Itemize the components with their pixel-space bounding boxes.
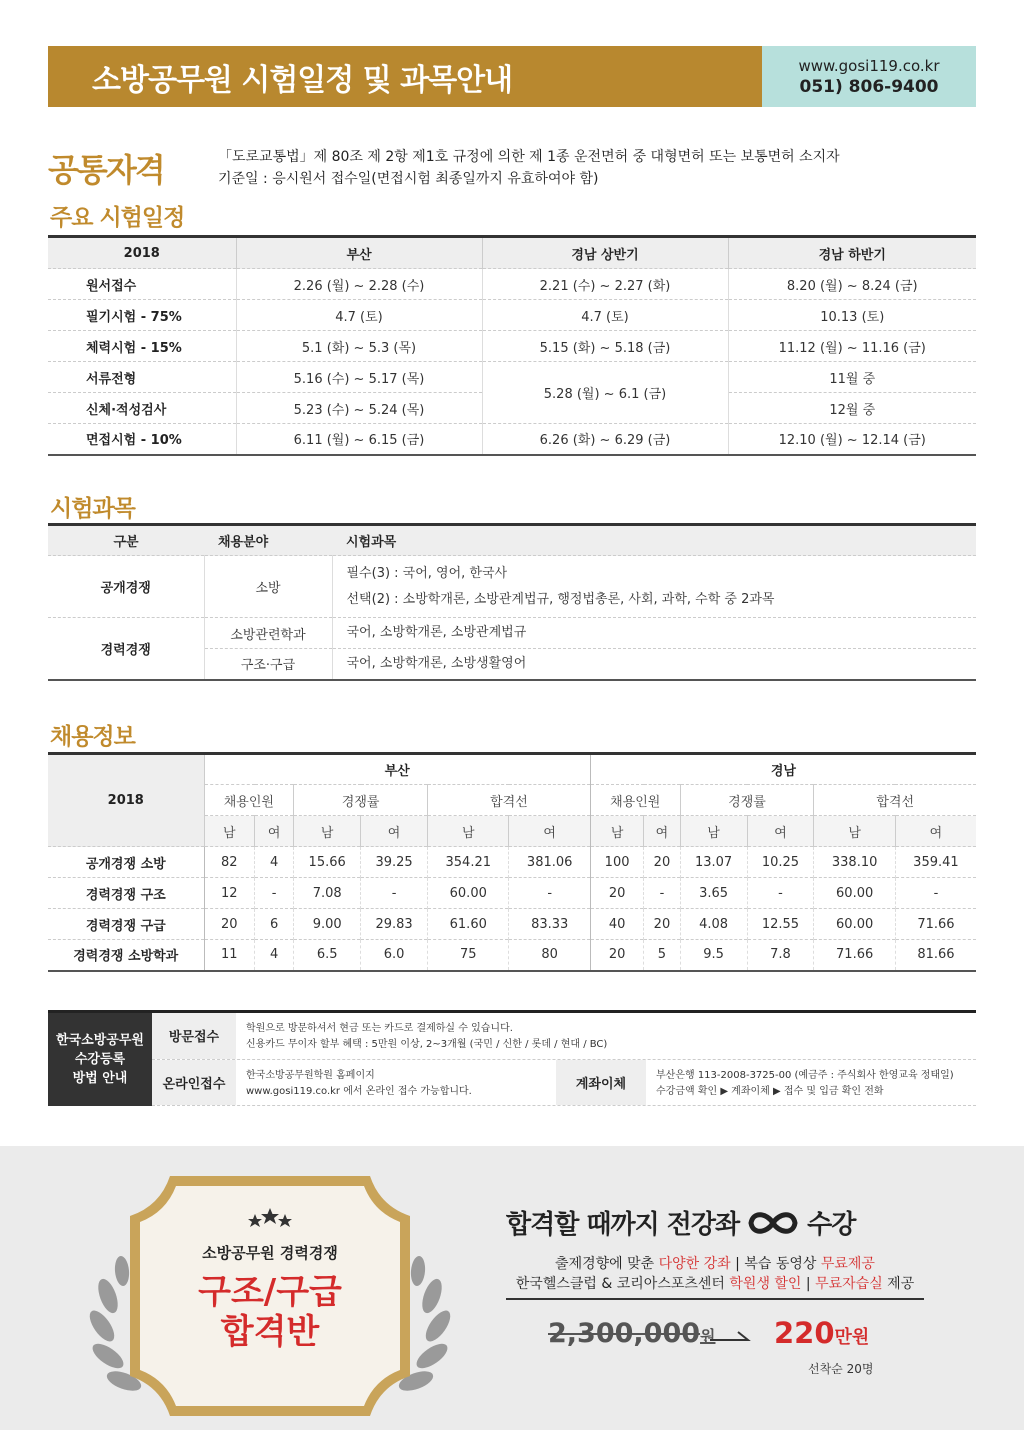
cell: 8.20 (월) ~ 8.24 (금) — [728, 269, 976, 300]
cell: 71.66 — [895, 909, 976, 940]
registration-title-line: 방법 안내 — [72, 1071, 128, 1086]
old-price — [548, 1318, 716, 1349]
cell: 소방관련학과 — [204, 618, 332, 649]
cell: 소방 — [204, 556, 332, 618]
cell: 20 — [590, 940, 643, 971]
cell: - — [255, 878, 294, 909]
benefit-text: 한국헬스클럽 & 코리아스포츠센터 — [515, 1276, 730, 1292]
hiring-table — [48, 752, 976, 972]
row-label: 신체·적성검사 — [48, 393, 236, 424]
cell: 6.11 (월) ~ 6.15 (금) — [236, 424, 482, 455]
arrow-icon — [708, 1328, 760, 1352]
gender-header: 여 — [255, 816, 294, 847]
gender-header: 남 — [590, 816, 643, 847]
course-badge — [80, 1176, 460, 1416]
phone-number[interactable]: 051) 806-9400 — [799, 76, 939, 97]
cell: 60.00 — [814, 909, 895, 940]
gender-header: 남 — [428, 816, 509, 847]
infinity-icon — [745, 1206, 801, 1240]
cell: - — [361, 878, 428, 909]
cell: 5.1 (화) ~ 5.3 (목) — [236, 331, 482, 362]
online-text — [236, 1060, 556, 1106]
qualification-line2: 기준일 : 응시원서 접수일(면접시험 최종일까지 유효하여야 함) — [218, 171, 599, 187]
schedule-title: 주요 시험일정 — [50, 205, 185, 231]
registration-box — [48, 1010, 976, 1106]
subjects-header-subjects: 시험과목 — [332, 525, 976, 556]
cell: 7.8 — [747, 940, 814, 971]
hiring-header-year: 2018 — [48, 754, 204, 847]
cell: - — [747, 878, 814, 909]
visit-line: 신용카드 무이자 할부 혜택 : 5만원 이상, 2~3개월 (국민 / 신한 / 롯데 / 현대 / BC) — [246, 1039, 608, 1050]
cell: 12.55 — [747, 909, 814, 940]
gender-header: 남 — [814, 816, 895, 847]
cell: 40 — [590, 909, 643, 940]
row-label: 경력경쟁 소방학과 — [48, 940, 204, 971]
cell: 10.25 — [747, 847, 814, 878]
subject-line: 선택(2) : 소방학개론, 소방관계법규, 행정법총론, 사회, 과학, 수학 중 2과목 — [346, 591, 775, 607]
promo-benefits — [506, 1254, 924, 1294]
qualification-text — [218, 146, 840, 190]
table-row — [48, 556, 976, 618]
hiring-header-gyeongnam: 경남 — [590, 754, 976, 785]
cell: 5.15 (화) ~ 5.18 (금) — [482, 331, 728, 362]
cell: 39.25 — [361, 847, 428, 878]
online-label: 온라인접수 — [152, 1060, 236, 1106]
new-price — [774, 1316, 869, 1350]
row-label: 서류전형 — [48, 362, 236, 393]
cell: 5 — [644, 940, 680, 971]
cell: 4.08 — [680, 909, 747, 940]
gender-header: 여 — [361, 816, 428, 847]
new-price-value: 220 — [774, 1316, 835, 1350]
group-header: 채용인원 — [590, 785, 680, 816]
cell: 6.5 — [294, 940, 361, 971]
group-header: 경쟁률 — [680, 785, 814, 816]
subjects-table — [48, 523, 976, 681]
cell: 20 — [204, 909, 255, 940]
benefit-text: | 복습 동영상 — [730, 1256, 821, 1272]
cell: 4 — [255, 940, 294, 971]
row-label: 공개경쟁 소방 — [48, 847, 204, 878]
registration-title-line: 수강등록 — [74, 1052, 126, 1067]
cell: 82 — [204, 847, 255, 878]
cell: 15.66 — [294, 847, 361, 878]
website-link[interactable]: www.gosi119.co.kr — [798, 56, 940, 75]
cell: 75 — [428, 940, 509, 971]
cell: 4.7 (토) — [482, 300, 728, 331]
cell: 9.5 — [680, 940, 747, 971]
cell: - — [644, 878, 680, 909]
cell: 4.7 (토) — [236, 300, 482, 331]
cell: 13.07 — [680, 847, 747, 878]
schedule-header-gn1: 경남 상반기 — [482, 237, 728, 269]
cell — [332, 556, 976, 618]
row-label: 원서접수 — [48, 269, 236, 300]
subjects-header-type: 구분 — [48, 525, 204, 556]
qualification-title: 공통자격 — [48, 151, 164, 189]
benefit-highlight: 학원생 할인 — [729, 1276, 802, 1292]
cell: 100 — [590, 847, 643, 878]
cell: 60.00 — [814, 878, 895, 909]
cell: 국어, 소방학개론, 소방관계법규 — [332, 618, 976, 649]
gender-header: 여 — [509, 816, 590, 847]
cell: 2.21 (수) ~ 2.27 (화) — [482, 269, 728, 300]
cell: - — [895, 878, 976, 909]
cell: 12.10 (월) ~ 12.14 (금) — [728, 424, 976, 455]
gender-header: 남 — [294, 816, 361, 847]
online-line: 한국소방공무원학원 홈페이지 — [246, 1069, 375, 1081]
bank-label: 계좌이체 — [556, 1060, 646, 1106]
new-price-unit: 만원 — [834, 1327, 870, 1348]
limit-note: 선착순 20명 — [808, 1362, 874, 1376]
online-line[interactable]: www.gosi119.co.kr 에서 온라인 접수 가능합니다. — [246, 1085, 472, 1097]
benefit-highlight: 무료자습실 — [815, 1276, 883, 1292]
cell: 7.08 — [294, 878, 361, 909]
benefit-text: | — [801, 1276, 816, 1292]
table-row — [48, 878, 976, 909]
cell: 71.66 — [814, 940, 895, 971]
cell: - — [509, 878, 590, 909]
cell: 11.12 (월) ~ 11.16 (금) — [728, 331, 976, 362]
cell: 12월 중 — [728, 393, 976, 424]
cell: 60.00 — [428, 878, 509, 909]
table-row — [48, 847, 976, 878]
subjects-title: 시험과목 — [50, 496, 135, 522]
benefit-text: 출제경향에 맞춘 — [555, 1256, 659, 1272]
cell: 20 — [644, 909, 680, 940]
table-row — [48, 618, 976, 649]
group-header: 경쟁률 — [294, 785, 428, 816]
group-header: 채용인원 — [204, 785, 294, 816]
cell: 11월 중 — [728, 362, 976, 393]
hiring-title: 채용정보 — [50, 724, 135, 750]
cell: 338.10 — [814, 847, 895, 878]
cell: 12 — [204, 878, 255, 909]
promo-title-text: 합격할 때까지 전강좌 — [506, 1210, 740, 1240]
gender-header: 여 — [747, 816, 814, 847]
cell: 6 — [255, 909, 294, 940]
cell: 3.65 — [680, 878, 747, 909]
cell: 29.83 — [361, 909, 428, 940]
table-row — [48, 940, 976, 971]
cell: 9.00 — [294, 909, 361, 940]
benefit-highlight: 무료제공 — [820, 1256, 875, 1272]
schedule-header-busan: 부산 — [236, 237, 482, 269]
old-price-value: 2,300,000 — [548, 1318, 701, 1349]
gender-header: 남 — [680, 816, 747, 847]
cell: 6.0 — [361, 940, 428, 971]
cell: 20 — [590, 878, 643, 909]
cell: 5.23 (수) ~ 5.24 (목) — [236, 393, 482, 424]
row-label: 체력시험 - 15% — [48, 331, 236, 362]
cell: 20 — [644, 847, 680, 878]
old-price-unit: 원 — [700, 1327, 716, 1346]
cell: 11 — [204, 940, 255, 971]
cell: 359.41 — [895, 847, 976, 878]
visit-text — [236, 1013, 607, 1059]
table-row — [48, 300, 976, 331]
table-row — [48, 331, 976, 362]
cell: 4 — [255, 847, 294, 878]
table-row — [48, 909, 976, 940]
table-row — [48, 269, 976, 300]
gender-header: 여 — [644, 816, 680, 847]
benefit-line-2 — [506, 1274, 924, 1294]
visit-row — [152, 1013, 976, 1060]
promo-title-suffix: 수강 — [807, 1210, 856, 1240]
bank-text — [646, 1060, 954, 1106]
promo-title — [506, 1204, 855, 1241]
row-label: 필기시험 - 75% — [48, 300, 236, 331]
page-title: 소방공무원 시험일정 및 과목안내 — [48, 46, 762, 107]
subjects-header-field: 채용분야 — [204, 525, 332, 556]
badge-title — [80, 1272, 460, 1352]
row-label: 경력경쟁 구조 — [48, 878, 204, 909]
cell: 80 — [509, 940, 590, 971]
cell: 81.66 — [895, 940, 976, 971]
row-label: 공개경쟁 — [48, 556, 204, 618]
row-label: 경력경쟁 — [48, 618, 204, 680]
promo-section — [0, 1146, 1024, 1430]
registration-title-line: 한국소방공무원 — [56, 1033, 144, 1048]
cell: 354.21 — [428, 847, 509, 878]
cell: 381.06 — [509, 847, 590, 878]
visit-label: 방문접수 — [152, 1013, 236, 1059]
group-header: 합격선 — [814, 785, 976, 816]
online-row — [152, 1060, 976, 1107]
cell: 10.13 (토) — [728, 300, 976, 331]
cell: 61.60 — [428, 909, 509, 940]
row-label: 면접시험 - 10% — [48, 424, 236, 455]
schedule-header-gn2: 경남 하반기 — [728, 237, 976, 269]
divider — [506, 1298, 924, 1300]
cell: 구조·구급 — [204, 649, 332, 680]
header-banner — [48, 46, 976, 107]
benefit-text: 제공 — [882, 1276, 915, 1292]
subject-line: 필수(3) : 국어, 영어, 한국사 — [346, 565, 508, 581]
registration-title — [48, 1013, 152, 1106]
bank-line: 부산은행 113-2008-3725-00 (예금주 : 주식회사 한영교육 정태일) — [656, 1069, 954, 1081]
benefit-line-1 — [506, 1254, 924, 1274]
bank-line: 수강금액 확인 ▶ 계좌이체 ▶ 접수 및 입금 확인 전화 — [656, 1085, 884, 1097]
hiring-header-busan: 부산 — [204, 754, 590, 785]
schedule-header-year: 2018 — [48, 237, 236, 269]
contact-box — [762, 46, 976, 107]
cell: 국어, 소방학개론, 소방생활영어 — [332, 649, 976, 680]
schedule-table — [48, 235, 976, 456]
badge-title-line: 합격반 — [220, 1312, 320, 1352]
visit-line: 학원으로 방문하셔서 현금 또는 카드로 결제하실 수 있습니다. — [246, 1023, 513, 1034]
badge-title-line: 구조/구급 — [198, 1272, 342, 1312]
gender-header: 여 — [895, 816, 976, 847]
qualification-line1: 「도로교통법」제 80조 제 2항 제1호 규정에 의한 제 1종 운전면허 중 대형면허 또는 보통면허 소지자 — [218, 149, 840, 165]
cell: 5.28 (월) ~ 6.1 (금) — [482, 362, 728, 424]
table-row — [48, 362, 976, 393]
cell: 2.26 (월) ~ 2.28 (수) — [236, 269, 482, 300]
row-label: 경력경쟁 구급 — [48, 909, 204, 940]
cell: 6.26 (화) ~ 6.29 (금) — [482, 424, 728, 455]
gender-header: 남 — [204, 816, 255, 847]
group-header: 합격선 — [428, 785, 591, 816]
cell: 5.16 (수) ~ 5.17 (목) — [236, 362, 482, 393]
table-row — [48, 424, 976, 455]
badge-subtitle: 소방공무원 경력경쟁 — [202, 1244, 338, 1262]
cell: 83.33 — [509, 909, 590, 940]
benefit-highlight: 다양한 강좌 — [658, 1256, 731, 1272]
